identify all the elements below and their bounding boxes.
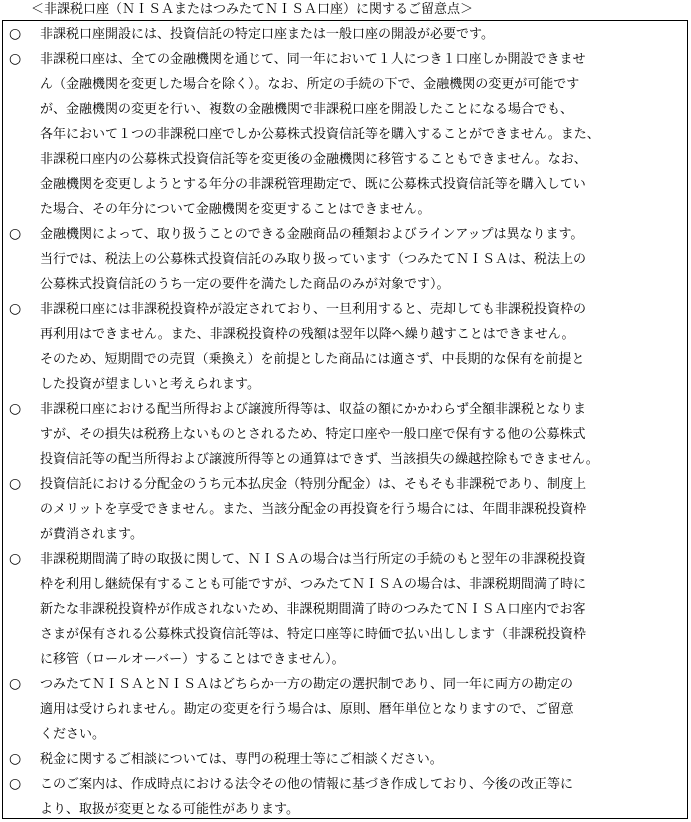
- bullet-circle-icon: ○: [9, 401, 22, 417]
- notice-item: [3, 47, 687, 222]
- notice-line: 金融機関を変更しようとする年分の非課税管理勘定で、既に公募株式投資信託等を購入してい: [40, 177, 586, 192]
- notice-line: 非課税期間満了時の取扱に関して、ＮＩＳＡの場合は当行所定の手続のもと翌年の非課税投資: [40, 552, 586, 567]
- bullet-circle-icon: ○: [9, 301, 22, 317]
- bullet-circle-icon: ○: [9, 776, 22, 792]
- notice-line: 非課税口座は、全ての金融機関を通じて、同一年において１人につき１口座しか開設できませ: [40, 52, 586, 67]
- notice-heading: ＜非課税口座（ＮＩＳＡまたはつみたてＮＩＳＡ口座）に関するご留意点＞: [31, 2, 474, 17]
- notice-line: が費消されます。: [40, 527, 143, 542]
- notice-item: [3, 672, 687, 747]
- notice-line: そのため、短期間での売買（乗換え）を前提とした商品には適さず、中長期的な保有を前提と: [40, 352, 585, 367]
- bullet-circle-icon: ○: [9, 676, 22, 692]
- notice-item: [3, 772, 687, 822]
- bullet-circle-icon: ○: [9, 476, 22, 492]
- notice-line: 再利用はできません。また、非課税投資枠の残額は翌年以降へ繰り越すことはできません。: [40, 327, 575, 342]
- notice-line: のメリットを享受できません。また、当該分配金の再投資を行う場合には、年間非課税投資枠: [40, 502, 587, 517]
- notice-line: 各年において１つの非課税口座でしか公募株式投資信託等を購入することができません。また、: [40, 127, 600, 142]
- notice-line: した投資が望ましいと考えられます。: [40, 377, 260, 392]
- notice-line: 投資信託等の配当所得および譲渡所得等との通算はできず、当該損失の繰越控除もできません。: [40, 452, 599, 467]
- bullet-circle-icon: ○: [9, 26, 22, 42]
- notice-item: [3, 547, 687, 672]
- notice-line: 枠を利用し継続保有することも可能ですが、つみたてＮＩＳＡの場合は、非課税期間満了時に: [40, 577, 587, 592]
- notice-line: つみたてＮＩＳＡとＮＩＳＡはどちらか一方の勘定の選択制であり、同一年に両方の勘定の: [40, 677, 574, 692]
- notice-line: 非課税口座内の公募株式投資信託等を変更後の金融機関に移管することもできません。なお、: [40, 152, 587, 167]
- notice-item: [3, 747, 687, 772]
- notice-line: 投資信託における分配金のうち元本払戻金（特別分配金）は、そもそも非課税であり、制度上: [40, 477, 587, 492]
- notice-line: 当行では、税法上の公募株式投資信託のみ取り扱っています（つみたてＮＩＳＡは、税法上の: [40, 252, 587, 267]
- notice-line: 税金に関するご相談については、専門の税理士等にご相談ください。: [40, 752, 443, 767]
- notice-line: 公募株式投資信託のうち一定の要件を満たした商品のみが対象です）。: [40, 277, 450, 292]
- notice-line: 金融機関によって、取り扱うことのできる金融商品の種類およびラインアップは異なります。: [40, 227, 584, 242]
- notice-line: さまが保有される公募株式投資信託等は、特定口座等に時価で払い出しします（非課税投資枠: [40, 627, 587, 642]
- notice-line: ください。: [40, 727, 106, 742]
- bullet-circle-icon: ○: [9, 226, 22, 242]
- bullet-circle-icon: ○: [9, 51, 22, 67]
- notice-line: に移管（ロールオーバー）することはできません）。: [40, 652, 345, 667]
- notice-line: 非課税口座開設には、投資信託の特定口座または一般口座の開設が必要です。: [40, 27, 494, 42]
- notice-item: [3, 297, 687, 397]
- notice-line: 非課税口座における配当所得および譲渡所得等は、収益の額にかかわらず全額非課税となりま: [40, 402, 587, 417]
- notice-item: [3, 222, 687, 297]
- notice-item: [3, 472, 687, 547]
- notice-line: た場合、その年分について金融機関を変更することはできません。: [40, 202, 431, 217]
- bullet-circle-icon: ○: [9, 751, 22, 767]
- bullet-circle-icon: ○: [9, 551, 22, 567]
- notice-line: が、金融機関の変更を行い、複数の金融機関で非課税口座を開設したことになる場合でも、: [40, 102, 574, 117]
- notice-line: 新たな非課税投資枠が作成されないため、非課税期間満了時のつみたてＮＩＳＡ口座内でお客: [40, 602, 586, 617]
- notice-item: [3, 397, 687, 472]
- notice-line: すが、その損失は税務上ないものとされるため、特定口座や一般口座で保有する他の公募株式: [40, 427, 586, 442]
- notice-line: ん（金融機関を変更した場合を除く）。なお、所定の手続の下で、金融機関の変更が可能です: [40, 77, 580, 92]
- notice-box: [2, 20, 688, 819]
- notice-item: [3, 22, 687, 47]
- notice-line: 適用は受けられません。勘定の変更を行う場合は、原則、暦年単位となりますので、ご留意: [40, 702, 574, 717]
- notice-line: このご案内は、作成時点における法令その他の情報に基づき作成しており、今後の改正等に: [40, 777, 574, 792]
- notice-line: より、取扱が変更となる可能性があります。: [40, 802, 299, 817]
- notice-line: 非課税口座には非課税投資枠が設定されており、一旦利用すると、売却しても非課税投資枠の: [40, 302, 587, 317]
